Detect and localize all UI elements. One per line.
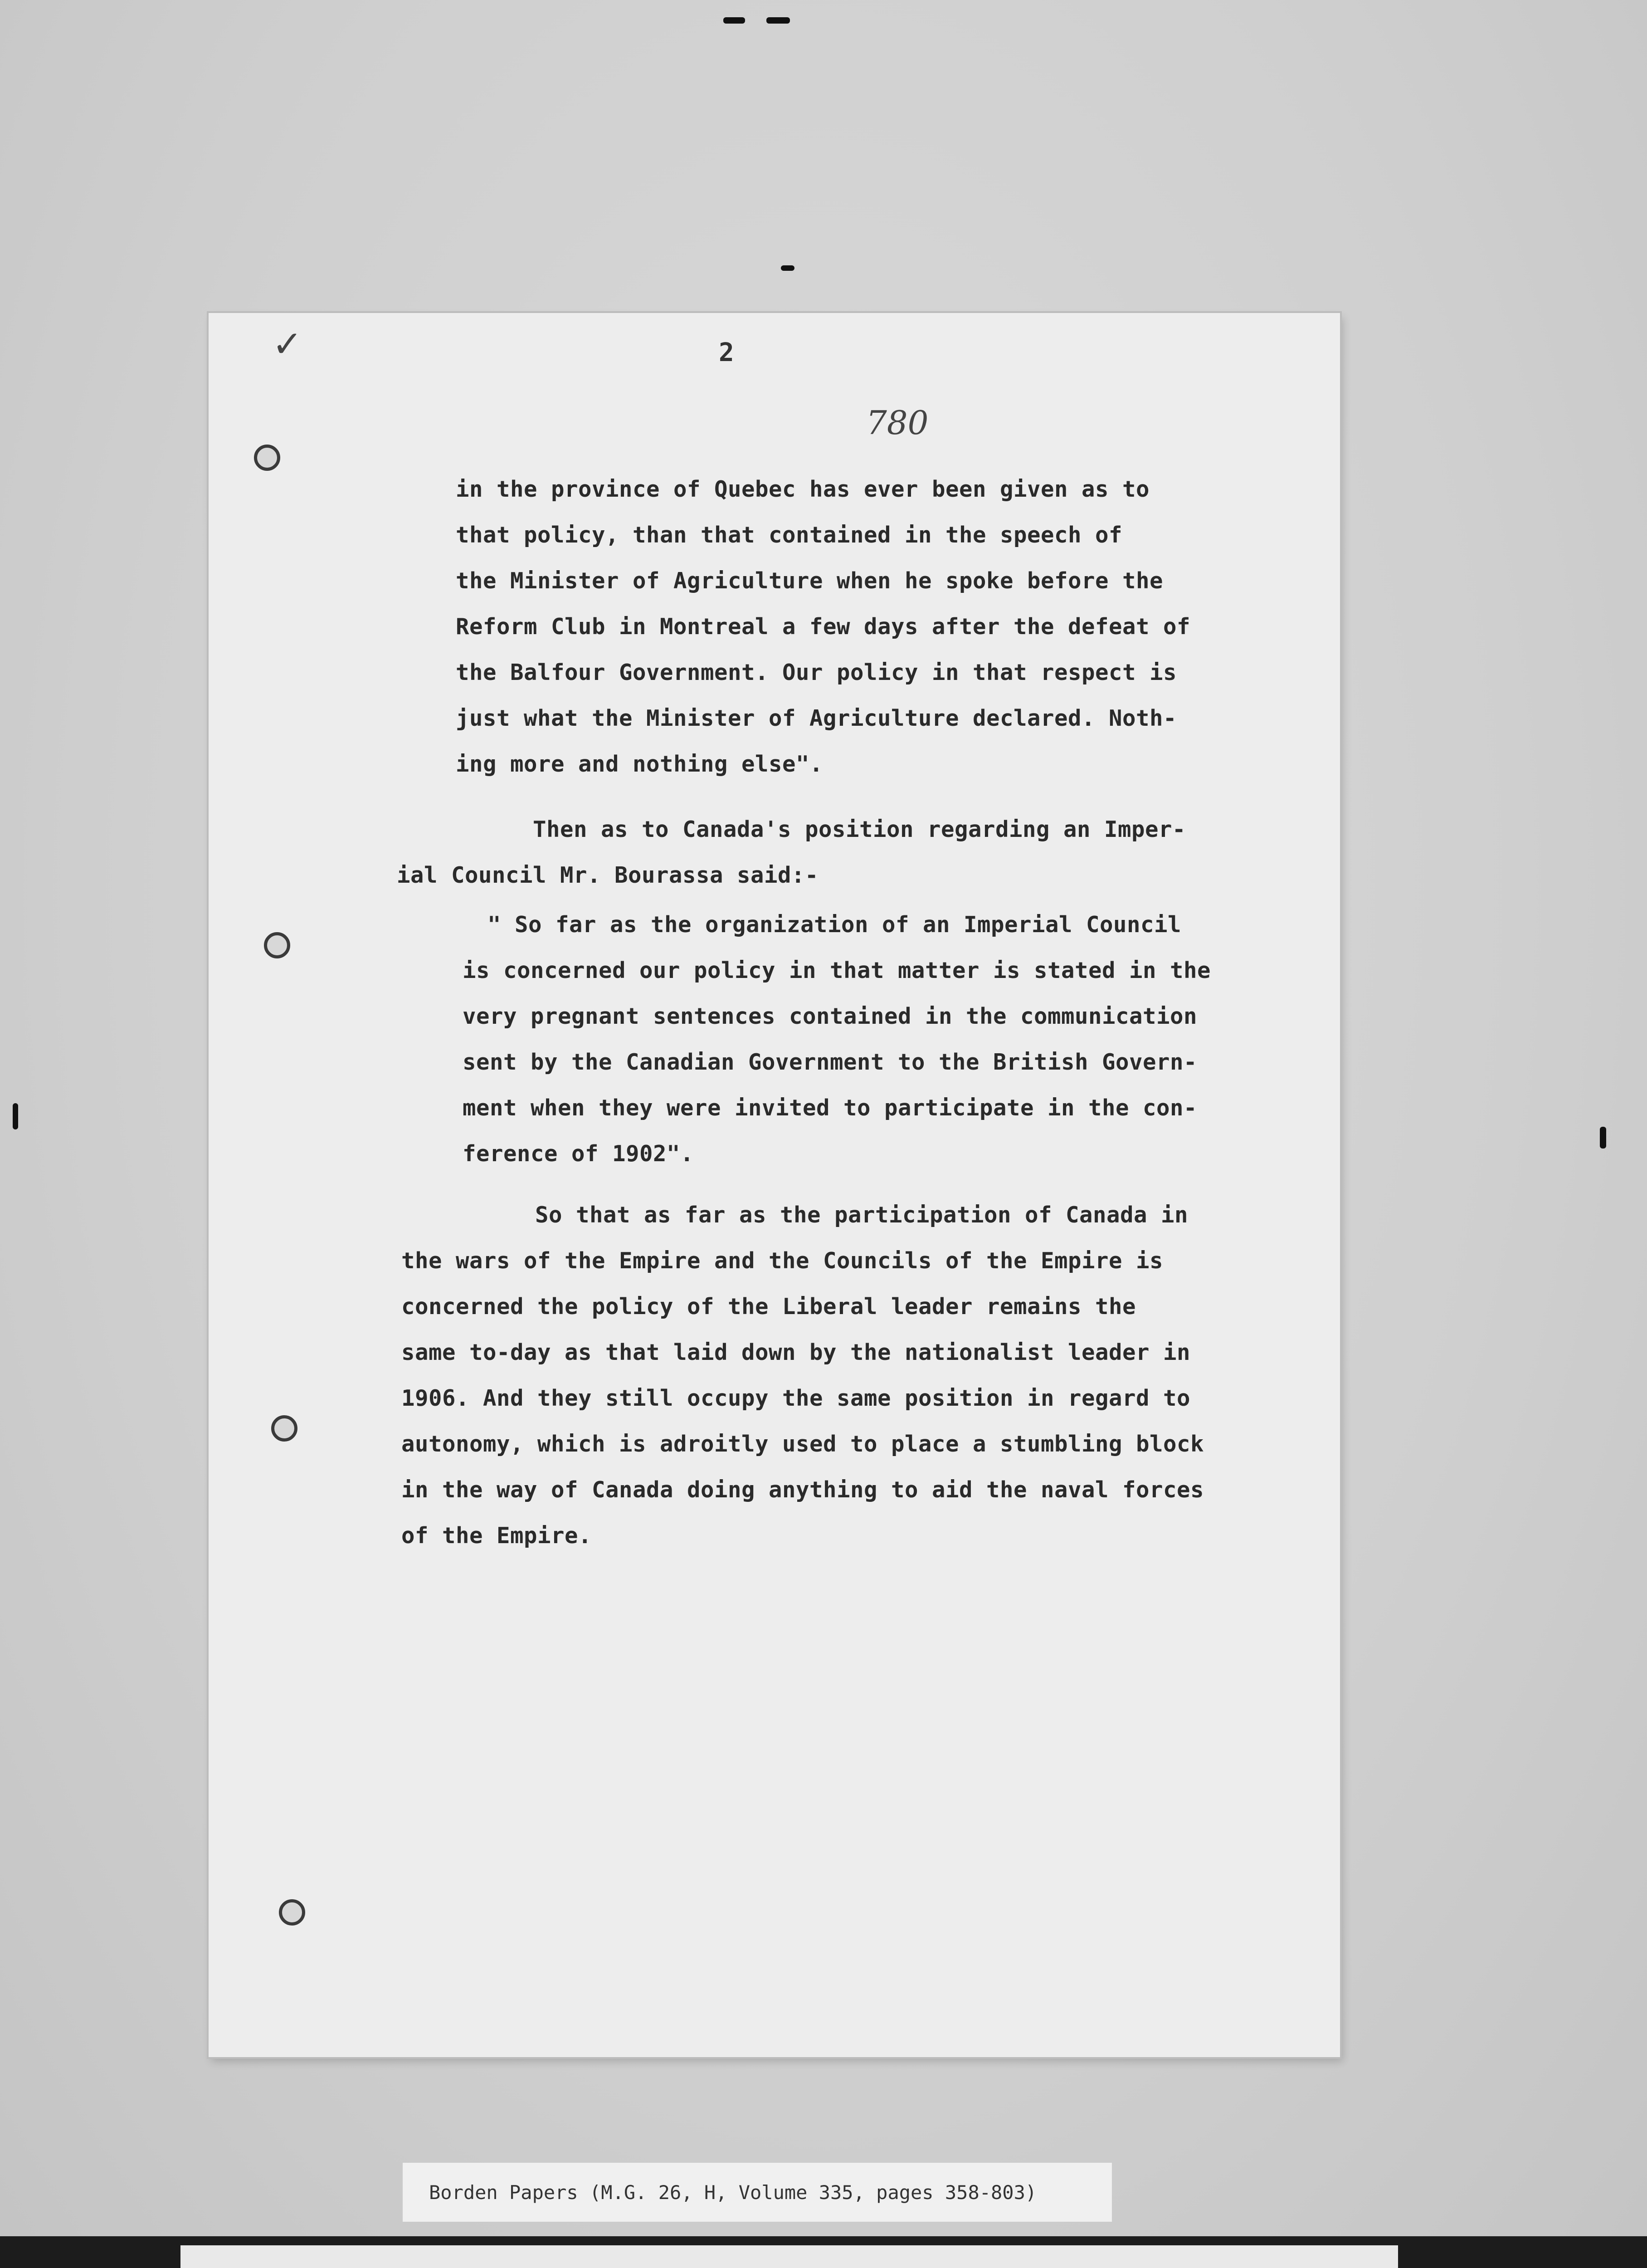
text-line: ing more and nothing else". (456, 751, 824, 777)
text-line: Then as to Canada's position regarding an Imper- (533, 816, 1186, 842)
punch-hole-2 (264, 932, 290, 958)
text-line: same to-day as that laid down by the nationalist leader in (401, 1339, 1191, 1365)
text-line: " So far as the organization of an Imperial Council (487, 912, 1182, 938)
text-line: that policy, than that contained in the speech of (456, 522, 1123, 548)
film-mark-left (13, 1103, 18, 1129)
film-mark-right (1600, 1127, 1606, 1149)
text-line: 1906. And they still occupy the same position in regard to (401, 1385, 1191, 1411)
folio-number: 780 (866, 404, 929, 442)
text-line: sent by the Canadian Government to the British Govern- (463, 1049, 1198, 1075)
text-line: in the way of Canada doing anything to aid the naval forces (401, 1477, 1204, 1503)
text-line: ment when they were invited to participate in the con- (463, 1095, 1198, 1121)
page-number: 2 (719, 338, 734, 367)
text-line: the Balfour Government. Our policy in that respect is (456, 660, 1177, 685)
text-line: concerned the policy of the Liberal leader remains the (401, 1294, 1136, 1320)
text-line: the Minister of Agriculture when he spoke before the (456, 568, 1164, 594)
text-line: ference of 1902". (463, 1141, 694, 1167)
punch-hole-4 (279, 1899, 305, 1926)
text-line: So that as far as the participation of Canada in (535, 1202, 1189, 1228)
film-mark-top-right (766, 17, 790, 24)
film-mark-top-left (723, 17, 745, 24)
text-line: the wars of the Empire and the Councils of the Empire is (401, 1248, 1164, 1274)
text-line: is concerned our policy in that matter is stated in the (463, 958, 1211, 983)
text-line: Reform Club in Montreal a few days after the defeat of (456, 614, 1191, 640)
film-mark-top-center (781, 265, 794, 271)
archives-stamp (180, 2245, 1398, 2268)
text-line: very pregnant sentences contained in the communication (463, 1003, 1198, 1029)
archive-caption: Borden Papers (M.G. 26, H, Volume 335, pages 358-803) (403, 2163, 1112, 2222)
text-line: in the province of Quebec has ever been given as to (456, 476, 1150, 502)
text-line: autonomy, which is adroitly used to place a stumbling block (401, 1431, 1204, 1457)
text-line: of the Empire. (401, 1523, 592, 1549)
corner-check-mark: ✓ (272, 323, 303, 365)
document-page (209, 313, 1340, 2057)
punch-hole-1 (254, 445, 280, 471)
punch-hole-3 (271, 1415, 297, 1442)
text-line: ial Council Mr. Bourassa said:- (397, 862, 819, 888)
text-line: just what the Minister of Agriculture declared. Noth- (456, 705, 1177, 731)
